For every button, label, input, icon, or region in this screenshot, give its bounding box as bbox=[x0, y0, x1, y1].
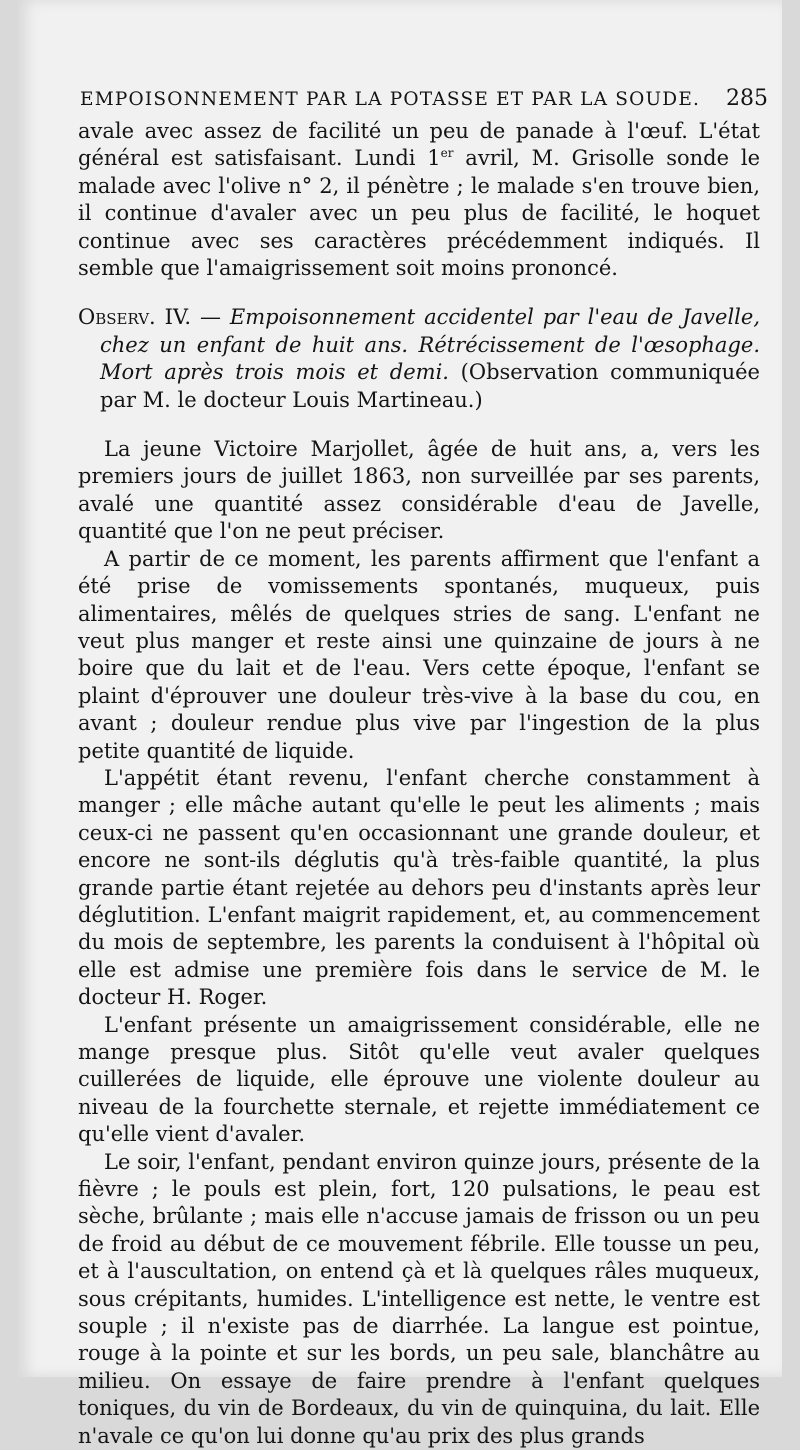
observation-title: Empoisonnement accidentel par l'eau de Javelle, chez un enfant de huit ans. Rétrécissement de l'œsophage. Mort après trois mois et demi. bbox=[100, 305, 761, 385]
running-title: EMPOISONNEMENT PAR LA POTASSE ET PAR LA SOUDE. bbox=[80, 89, 701, 110]
paragraph-continued bbox=[78, 118, 760, 282]
running-header bbox=[80, 86, 768, 111]
observation-heading bbox=[78, 304, 760, 414]
page-number: 285 bbox=[726, 86, 768, 111]
paragraph: La jeune Victoire Marjollet, âgée de huit ans, a, vers les premiers jours de juillet 1863, non surveillée par ses parents, avalé une quantité assez considérable d'eau de Javelle, quantité que l'on ne peut préciser. bbox=[78, 437, 760, 544]
observation-note: (Observation communiquée par M. le docteur Louis Martineau.) bbox=[100, 360, 760, 412]
p1-text-b: avril, M. Grisolle sonde le malade avec l'olive n° 2, il pénètre ; le malade s'en trouve bien, il continue d'avaler avec un peu plus de facilité, le hoquet continue avec ses caractères précédemment indiqués. Il semble que l'amaigrissement soit moins prononcé. bbox=[78, 146, 760, 281]
ordinal-suffix: er bbox=[440, 146, 454, 161]
book-page bbox=[18, 0, 782, 1448]
paragraph: A partir de ce moment, les parents affirment que l'enfant a été prise de vomissements spontanés, muqueux, puis alimentaires, mêlés de quelques stries de sang. L'enfant ne veut plus manger et reste ainsi une quinzaine de jours à ne boire que du lait et de l'eau. Vers cette époque, l'enfant se plaint d'éprouver une douleur très-vive à la base du cou, en avant ; douleur rendue plus vive par l'ingestion de la plus petite quantité de liquide. bbox=[78, 546, 760, 763]
observation-dash: — bbox=[191, 305, 230, 330]
paragraph: L'enfant présente un amaigrissement considérable, elle ne mange presque plus. Sitôt qu'elle veut avaler quelques cuillerées de liquide, elle éprouve une violente douleur au niveau de la fourchette sternale, et rejette immédiatement ce qu'elle vient d'avaler. bbox=[78, 1012, 760, 1147]
observation-label: Observ. IV. bbox=[78, 305, 192, 330]
p1-text-a: avale avec assez de facilité un peu de panade à l'œuf. L'état général est satisfaisant. Lundi 1 bbox=[78, 119, 760, 171]
body-text bbox=[78, 118, 760, 1450]
paragraph: Le soir, l'enfant, pendant environ quinze jours, présente de la fièvre ; le pouls est plein, fort, 120 pulsations, le peau est sèche, brûlante ; mais elle n'accuse jamais de frisson ou un peu de froid au début de ce mouvement fébrile. Elle tousse un peu, et à l'auscultation, on entend çà et là quelques râles muqueux, sous crépitants, humides. L'intelligence est nette, le ventre est souple ; il n'existe pas de diarrhée. La langue est pointue, rouge à la pointe et sur les bords, un peu sale, blanchâtre au milieu. On essaye de faire prendre à l'enfant quelques toniques, du vin de Bordeaux, du vin de quinquina, du lait. Elle n'avale ce qu'on lui donne qu'au prix des plus grands bbox=[78, 1149, 760, 1448]
paragraph: L'appétit étant revenu, l'enfant cherche constamment à manger ; elle mâche autant qu'elle le peut les aliments ; mais ceux-ci ne passent qu'en occasionnant une grande douleur, et encore ne sont-ils déglutis qu'à très-faible quantité, la plus grande partie étant rejetée au dehors peu d'instants après leur déglutition. L'enfant maigrit rapidement, et, au commencement du mois de septembre, les parents la conduisent à l'hôpital où elle est admise une première fois dans le service de M. le docteur H. Roger. bbox=[78, 765, 760, 1010]
